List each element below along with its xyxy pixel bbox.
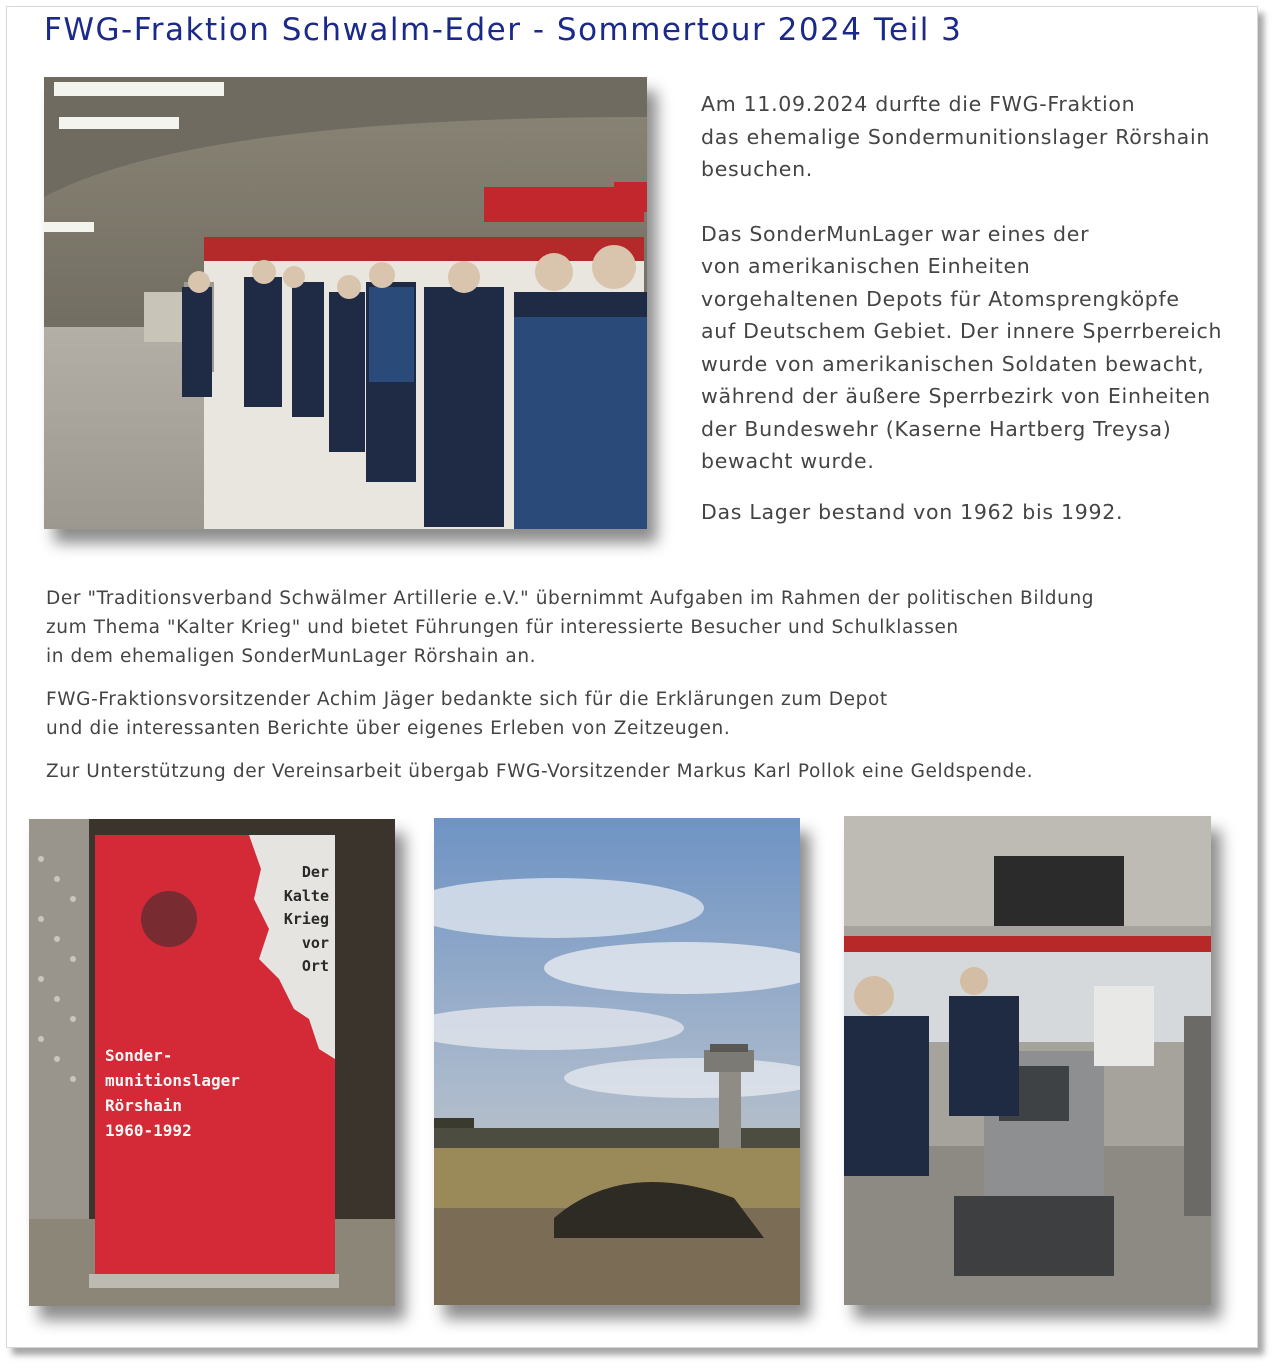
- intro-paragraph-2: Das SonderMunLager war eines der von amerikanischen Einheiten vorgehaltenen Depots für Atomsprengköpfe auf Deutschem Gebiet. Der innere Sperrbereich wurde von amerikanischen Soldaten bewacht, während der äußere Sperrbezirk von Einheiten der Bundeswehr (Kaserne Hartberg Treysa) bewacht wurde.: [701, 221, 1223, 473]
- page-title: FWG-Fraktion Schwalm-Eder - Sommertour 2024 Teil 3: [44, 12, 963, 48]
- intro-paragraph-3: Das Lager bestand von 1962 bis 1992.: [701, 499, 1124, 524]
- intro-paragraph-1: Am 11.09.2024 durfte die FWG-Fraktion das ehemalige Sondermunitionslager Rörshain besuchen.: [701, 92, 1211, 181]
- banner-right-text: Der Kalte Krieg vor Ort: [283, 863, 329, 975]
- banner-photo: [29, 819, 395, 1306]
- control-room-photo: [844, 816, 1211, 1305]
- body-paragraph-2: FWG-Fraktionsvorsitzender Achim Jäger bedankte sich für die Erklärungen zum Depot und die interessanten Berichte über eigenes Erleben von Zeitzeugen.: [46, 689, 888, 739]
- watchtower-photo: [434, 818, 800, 1305]
- body-paragraph-1: Der "Traditionsverband Schwälmer Artillerie e.V." übernimmt Aufgaben im Rahmen der politischen Bildung zum Thema "Kalter Krieg" und bietet Führungen für interessierte Besucher und Schulklassen in dem ehemaligen SonderMunLager Rörshain an.: [46, 588, 1095, 667]
- banner-main-text: Sonder- munitionslager Rörshain 1960-1992: [105, 1046, 240, 1140]
- group-tunnel-photo: [44, 77, 647, 529]
- intro-text: [701, 88, 1261, 528]
- body-paragraph-3: Zur Unterstützung der Vereinsarbeit übergab FWG-Vorsitzender Markus Karl Pollok eine Geldspende.: [46, 761, 1034, 782]
- body-text: [46, 584, 1246, 800]
